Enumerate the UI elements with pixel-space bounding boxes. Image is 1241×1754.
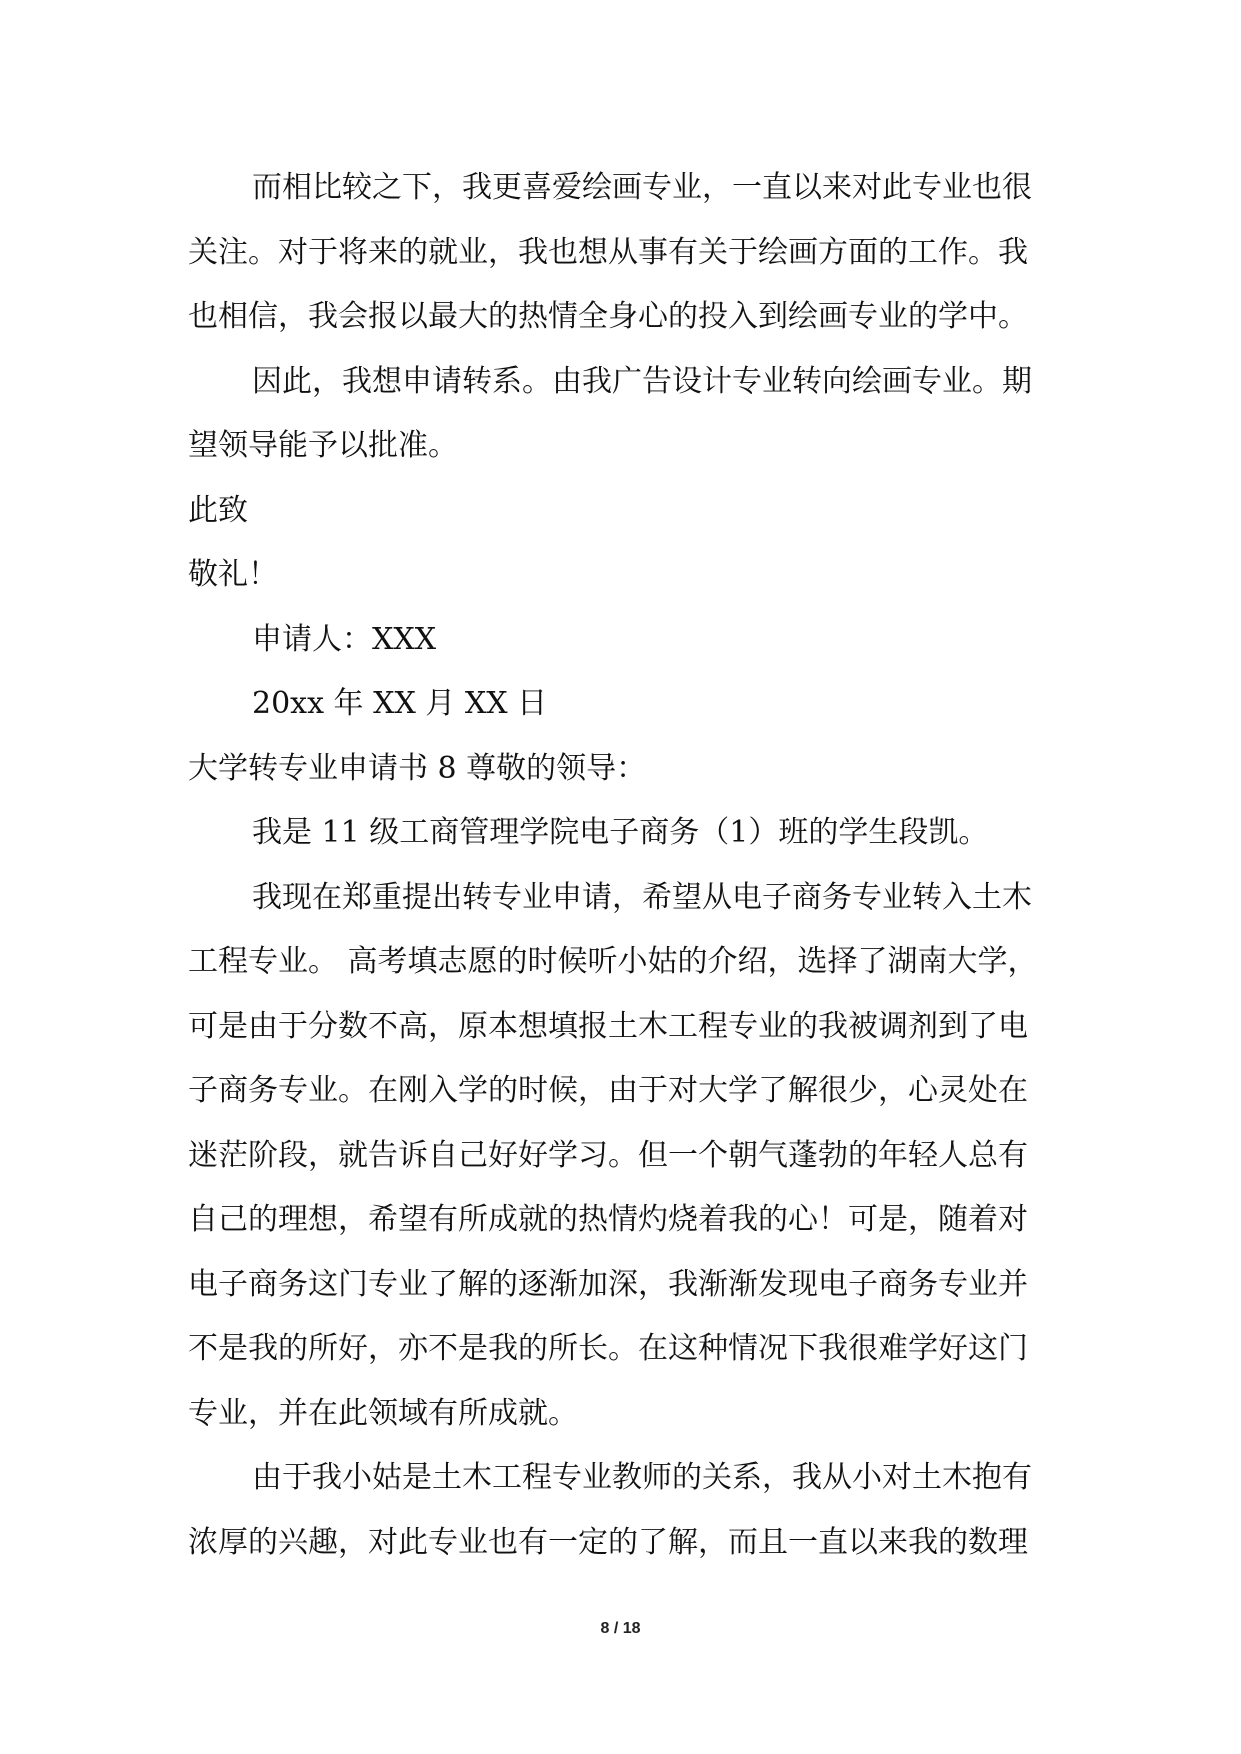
salutation-line: 敬礼！ bbox=[188, 557, 278, 592]
paragraph-line: 迷茫阶段，就告诉自己好好学习。但一个朝气蓬勃的年轻人总有 bbox=[188, 1137, 1028, 1173]
paragraph-line: 子商务专业。在刚入学的时候，由于对大学了解很少，心灵处在 bbox=[188, 1073, 1028, 1108]
document-body bbox=[188, 156, 1068, 1575]
paragraph-line: 也相信，我会报以最大的热情全身心的投入到绘画专业的学中。 bbox=[188, 299, 1028, 334]
paragraph-line: 关注。对于将来的就业，我也想从事有关于绘画方面的工作。我 bbox=[188, 234, 1028, 270]
paragraph-line: 可是由于分数不高，原本想填报土木工程专业的我被调剂到了电 bbox=[188, 1008, 1028, 1044]
paragraph-line: 不是我的所好，亦不是我的所长。在这种情况下我很难学好这门 bbox=[188, 1331, 1028, 1366]
section-heading: 大学转专业申请书 8 尊敬的领导： bbox=[188, 750, 647, 786]
salutation-line: 此致 bbox=[188, 492, 248, 528]
paragraph-line: 由于我小姑是土木工程专业教师的关系，我从小对土木抱有 bbox=[252, 1460, 1032, 1495]
paragraph-line: 我是 11 级工商管理学院电子商务（1）班的学生段凯。 bbox=[252, 815, 989, 850]
paragraph-line: 浓厚的兴趣，对此专业也有一定的了解，而且一直以来我的数理 bbox=[188, 1524, 1028, 1560]
paragraph-line: 我现在郑重提出转专业申请，希望从电子商务专业转入土木 bbox=[252, 879, 1032, 915]
paragraph-line: 望领导能予以批准。 bbox=[188, 428, 458, 463]
paragraph-line: 工程专业。 高考填志愿的时候听小姑的介绍，选择了湖南大学， bbox=[188, 944, 1038, 979]
paragraph-line: 电子商务这门专业了解的逐渐加深，我渐渐发现电子商务专业并 bbox=[188, 1266, 1028, 1302]
paragraph-line: 因此，我想申请转系。由我广告设计专业转向绘画专业。期 bbox=[252, 363, 1032, 399]
paragraph-line: 专业，并在此领域有所成就。 bbox=[188, 1395, 578, 1431]
paragraph-line: 自己的理想，希望有所成就的热情灼烧着我的心！可是，随着对 bbox=[188, 1202, 1028, 1237]
paragraph-line: 而相比较之下，我更喜爱绘画专业，一直以来对此专业也很 bbox=[252, 170, 1032, 205]
page-number: 8 / 18 bbox=[600, 1620, 641, 1637]
date-line: 20xx 年 XX 月 XX 日 bbox=[252, 686, 548, 721]
applicant-signature: 申请人：XXX bbox=[252, 621, 437, 657]
